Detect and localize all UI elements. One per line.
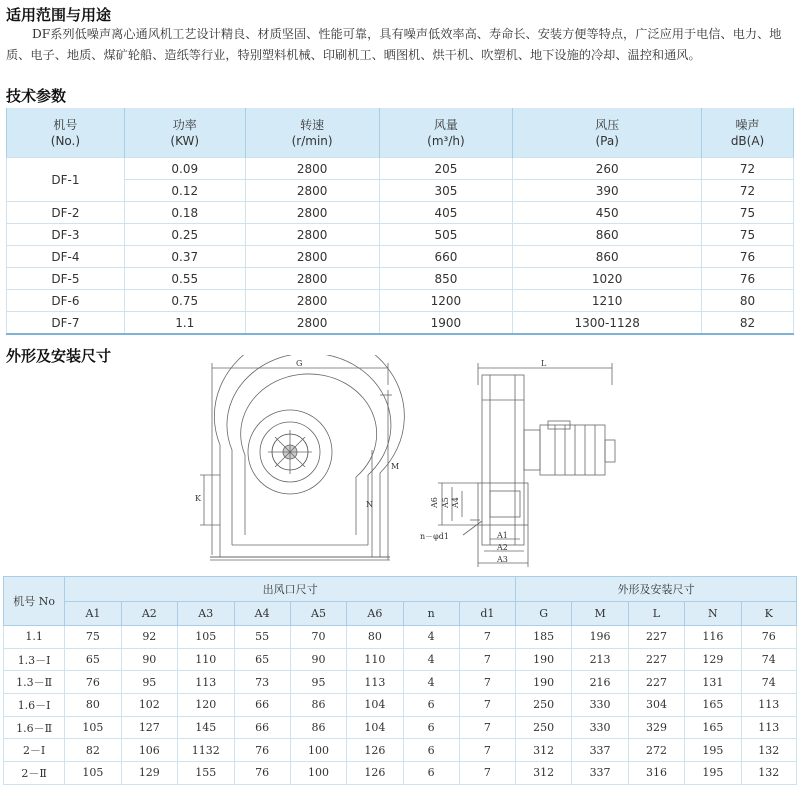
spec-cell: 1200 xyxy=(379,290,513,312)
dim-label-a2: A2 xyxy=(497,543,508,552)
dims-cell: 104 xyxy=(347,716,403,739)
spec-cell: 2800 xyxy=(245,224,379,246)
dims-cell: 165 xyxy=(685,716,741,739)
table-row xyxy=(7,202,794,224)
spec-table xyxy=(6,108,794,335)
spec-header-pressure: 风压 (Pa) xyxy=(513,108,702,158)
dims-cell: 7 xyxy=(459,648,515,671)
dims-cell: 80 xyxy=(347,626,403,649)
spec-cell: 260 xyxy=(513,158,702,180)
spec-title: 技术参数 xyxy=(6,87,67,105)
dims-cell: 7 xyxy=(459,694,515,717)
dims-cell: 196 xyxy=(572,626,628,649)
spec-cell: 505 xyxy=(379,224,513,246)
dims-cell: 312 xyxy=(515,762,571,785)
dims-cell: 74 xyxy=(741,648,796,671)
table-row xyxy=(4,762,797,785)
dims-cell: 113 xyxy=(178,671,235,694)
dims-cell: 82 xyxy=(65,739,121,762)
dim-label-hole: n－φd1 xyxy=(420,532,449,541)
dims-col-header: A6 xyxy=(347,602,403,626)
fan-drawing xyxy=(0,355,800,575)
dims-cell: 195 xyxy=(685,762,741,785)
dims-cell: 6 xyxy=(403,739,459,762)
dims-cell: 132 xyxy=(741,762,796,785)
dims-cell: 337 xyxy=(572,762,628,785)
dims-cell: 95 xyxy=(290,671,346,694)
dim-label-a1: A1 xyxy=(497,531,508,540)
table-row xyxy=(4,626,797,649)
dims-cell: 250 xyxy=(515,716,571,739)
dims-cell: 105 xyxy=(178,626,235,649)
table-row xyxy=(4,739,797,762)
dims-cell: 100 xyxy=(290,739,346,762)
dims-col-header: A1 xyxy=(65,602,121,626)
dims-cell: 4 xyxy=(403,648,459,671)
dims-model-cell: 2－Ⅰ xyxy=(4,739,65,762)
dims-cell: 86 xyxy=(290,694,346,717)
spec-cell: 0.75 xyxy=(124,290,245,312)
spec-cell: 2800 xyxy=(245,246,379,268)
dims-col-header: G xyxy=(515,602,571,626)
dims-cell: 7 xyxy=(459,671,515,694)
spec-cell: 1210 xyxy=(513,290,702,312)
dims-cell: 120 xyxy=(178,694,235,717)
spec-cell: 75 xyxy=(702,224,794,246)
dim-label-l: L xyxy=(541,359,547,368)
table-row xyxy=(7,180,794,202)
dims-cell: 129 xyxy=(685,648,741,671)
dims-cell: 165 xyxy=(685,694,741,717)
table-row xyxy=(4,716,797,739)
spec-header-model: 机号 (No.) xyxy=(7,108,125,158)
dim-label-n: N xyxy=(366,500,373,509)
dims-cell: 6 xyxy=(403,716,459,739)
dims-cell: 105 xyxy=(65,762,121,785)
dims-cell: 113 xyxy=(347,671,403,694)
dims-cell: 155 xyxy=(178,762,235,785)
dims-model-cell: 2－Ⅱ xyxy=(4,762,65,785)
spec-cell: 0.09 xyxy=(124,158,245,180)
dims-cell: 76 xyxy=(234,762,290,785)
dims-cell: 145 xyxy=(178,716,235,739)
dims-cell: 113 xyxy=(741,716,796,739)
dims-cell: 7 xyxy=(459,762,515,785)
spec-cell: 0.25 xyxy=(124,224,245,246)
dims-col-header: A3 xyxy=(178,602,235,626)
dims-cell: 110 xyxy=(178,648,235,671)
table-row xyxy=(4,648,797,671)
spec-cell: 2800 xyxy=(245,158,379,180)
dims-cell: 316 xyxy=(628,762,684,785)
spec-cell: 860 xyxy=(513,224,702,246)
dims-cell: 190 xyxy=(515,648,571,671)
spec-model-cell: DF-4 xyxy=(7,246,125,268)
spec-cell: 1900 xyxy=(379,312,513,335)
dims-cell: 95 xyxy=(121,671,177,694)
dim-label-a5: A5 xyxy=(441,497,450,508)
dims-cell: 100 xyxy=(290,762,346,785)
dims-cell: 90 xyxy=(290,648,346,671)
spec-cell: 0.12 xyxy=(124,180,245,202)
dim-label-k: K xyxy=(195,494,201,503)
dims-cell: 102 xyxy=(121,694,177,717)
dims-header-outline: 外形及安装尺寸 xyxy=(515,577,796,602)
dims-title: 外形及安装尺寸 xyxy=(6,347,112,365)
dims-cell: 227 xyxy=(628,626,684,649)
dims-cell: 55 xyxy=(234,626,290,649)
spec-cell: 76 xyxy=(702,246,794,268)
dims-cell: 6 xyxy=(403,694,459,717)
spec-model-cell: DF-7 xyxy=(7,312,125,335)
spec-cell: 1020 xyxy=(513,268,702,290)
dims-cell: 113 xyxy=(741,694,796,717)
dims-cell: 65 xyxy=(65,648,121,671)
spec-cell: 0.55 xyxy=(124,268,245,290)
spec-cell: 660 xyxy=(379,246,513,268)
dims-cell: 329 xyxy=(628,716,684,739)
dims-cell: 86 xyxy=(290,716,346,739)
spec-header-noise: 噪声 dB(A) xyxy=(702,108,794,158)
dims-cell: 7 xyxy=(459,716,515,739)
dims-cell: 185 xyxy=(515,626,571,649)
dims-cell: 337 xyxy=(572,739,628,762)
table-row xyxy=(7,290,794,312)
spec-cell: 2800 xyxy=(245,290,379,312)
spec-cell: 80 xyxy=(702,290,794,312)
table-row xyxy=(7,224,794,246)
spec-model-cell: DF-6 xyxy=(7,290,125,312)
spec-cell: 1.1 xyxy=(124,312,245,335)
dims-cell: 126 xyxy=(347,762,403,785)
dims-cell: 195 xyxy=(685,739,741,762)
dims-cell: 330 xyxy=(572,716,628,739)
table-row xyxy=(7,246,794,268)
dims-cell: 106 xyxy=(121,739,177,762)
dims-cell: 4 xyxy=(403,671,459,694)
spec-cell: 72 xyxy=(702,180,794,202)
spec-cell: 390 xyxy=(513,180,702,202)
spec-cell: 82 xyxy=(702,312,794,335)
dims-cell: 105 xyxy=(65,716,121,739)
spec-header-power: 功率 (KW) xyxy=(124,108,245,158)
spec-cell: 0.37 xyxy=(124,246,245,268)
dims-cell: 73 xyxy=(234,671,290,694)
dims-cell: 66 xyxy=(234,716,290,739)
dims-cell: 312 xyxy=(515,739,571,762)
dims-col-header: M xyxy=(572,602,628,626)
dims-model-cell: 1.3－Ⅱ xyxy=(4,671,65,694)
spec-cell: 305 xyxy=(379,180,513,202)
dims-cell: 7 xyxy=(459,739,515,762)
dim-label-g: G xyxy=(296,359,303,368)
dims-cell: 304 xyxy=(628,694,684,717)
dims-cell: 129 xyxy=(121,762,177,785)
spec-cell: 2800 xyxy=(245,180,379,202)
dims-cell: 110 xyxy=(347,648,403,671)
spec-cell: 75 xyxy=(702,202,794,224)
dims-cell: 80 xyxy=(65,694,121,717)
dims-cell: 127 xyxy=(121,716,177,739)
spec-cell: 72 xyxy=(702,158,794,180)
spec-cell: 860 xyxy=(513,246,702,268)
dims-model-cell: 1.6－Ⅰ xyxy=(4,694,65,717)
dims-cell: 92 xyxy=(121,626,177,649)
dims-cell: 76 xyxy=(65,671,121,694)
dims-cell: 1132 xyxy=(178,739,235,762)
table-row xyxy=(4,671,797,694)
dims-cell: 76 xyxy=(234,739,290,762)
spec-cell: 2800 xyxy=(245,312,379,335)
usage-text: DF系列低噪声离心通风机工艺设计精良、材质坚固、性能可靠，具有噪声低效率高、寿命长、安装方便等特点，广泛应用于电信、电力、地质、电子、地质、煤矿轮船、造纸等行业，特别塑料机械、印刷机工、晒图机、烘干机、吹塑机、地下设施的冷却、温控和通风。 xyxy=(6,27,782,62)
spec-cell: 76 xyxy=(702,268,794,290)
dims-cell: 190 xyxy=(515,671,571,694)
dim-label-a6: A6 xyxy=(430,497,439,508)
dim-label-a4: A4 xyxy=(451,497,460,508)
table-row xyxy=(7,158,794,180)
dims-col-header: A5 xyxy=(290,602,346,626)
dims-table xyxy=(3,576,797,785)
dims-col-header: d1 xyxy=(459,602,515,626)
spec-cell: 405 xyxy=(379,202,513,224)
spec-cell: 1300-1128 xyxy=(513,312,702,335)
usage-title: 适用范围与用途 xyxy=(6,6,112,24)
dims-cell: 126 xyxy=(347,739,403,762)
table-row xyxy=(7,268,794,290)
spec-cell: 205 xyxy=(379,158,513,180)
dims-cell: 70 xyxy=(290,626,346,649)
dims-header-model: 机号 No xyxy=(4,577,65,626)
front-view xyxy=(200,355,404,560)
dims-cell: 272 xyxy=(628,739,684,762)
dims-cell: 90 xyxy=(121,648,177,671)
spec-cell: 2800 xyxy=(245,268,379,290)
dims-cell: 65 xyxy=(234,648,290,671)
table-row xyxy=(4,694,797,717)
spec-header-speed: 转速 (r/min) xyxy=(245,108,379,158)
dims-cell: 74 xyxy=(741,671,796,694)
spec-cell: 450 xyxy=(513,202,702,224)
dims-model-cell: 1.6－Ⅱ xyxy=(4,716,65,739)
dims-cell: 330 xyxy=(572,694,628,717)
dims-col-header: K xyxy=(741,602,796,626)
dims-model-cell: 1.3－Ⅰ xyxy=(4,648,65,671)
spec-model-cell: DF-1 xyxy=(7,158,125,202)
dims-cell: 6 xyxy=(403,762,459,785)
dims-cell: 104 xyxy=(347,694,403,717)
dims-col-header: N xyxy=(685,602,741,626)
spec-header-flow: 风量 (m³/h) xyxy=(379,108,513,158)
dims-model-cell: 1.1 xyxy=(4,626,65,649)
dims-cell: 132 xyxy=(741,739,796,762)
spec-model-cell: DF-3 xyxy=(7,224,125,246)
dims-col-header: A2 xyxy=(121,602,177,626)
dim-label-m: M xyxy=(391,462,400,471)
dims-cell: 216 xyxy=(572,671,628,694)
dims-cell: 76 xyxy=(741,626,796,649)
dim-label-a3: A3 xyxy=(497,555,508,564)
dims-cell: 227 xyxy=(628,648,684,671)
dims-cell: 250 xyxy=(515,694,571,717)
dims-cell: 116 xyxy=(685,626,741,649)
dims-col-header: A4 xyxy=(234,602,290,626)
dims-header-outlet: 出风口尺寸 xyxy=(65,577,516,602)
dims-cell: 7 xyxy=(459,626,515,649)
dims-cell: 131 xyxy=(685,671,741,694)
spec-model-cell: DF-5 xyxy=(7,268,125,290)
spec-model-cell: DF-2 xyxy=(7,202,125,224)
side-view xyxy=(438,363,615,567)
dims-col-header: L xyxy=(628,602,684,626)
dims-cell: 66 xyxy=(234,694,290,717)
table-row xyxy=(7,312,794,335)
dims-cell: 227 xyxy=(628,671,684,694)
spec-cell: 0.18 xyxy=(124,202,245,224)
dims-cell: 75 xyxy=(65,626,121,649)
spec-cell: 2800 xyxy=(245,202,379,224)
dims-cell: 4 xyxy=(403,626,459,649)
dims-cell: 213 xyxy=(572,648,628,671)
dims-col-header: n xyxy=(403,602,459,626)
spec-cell: 850 xyxy=(379,268,513,290)
